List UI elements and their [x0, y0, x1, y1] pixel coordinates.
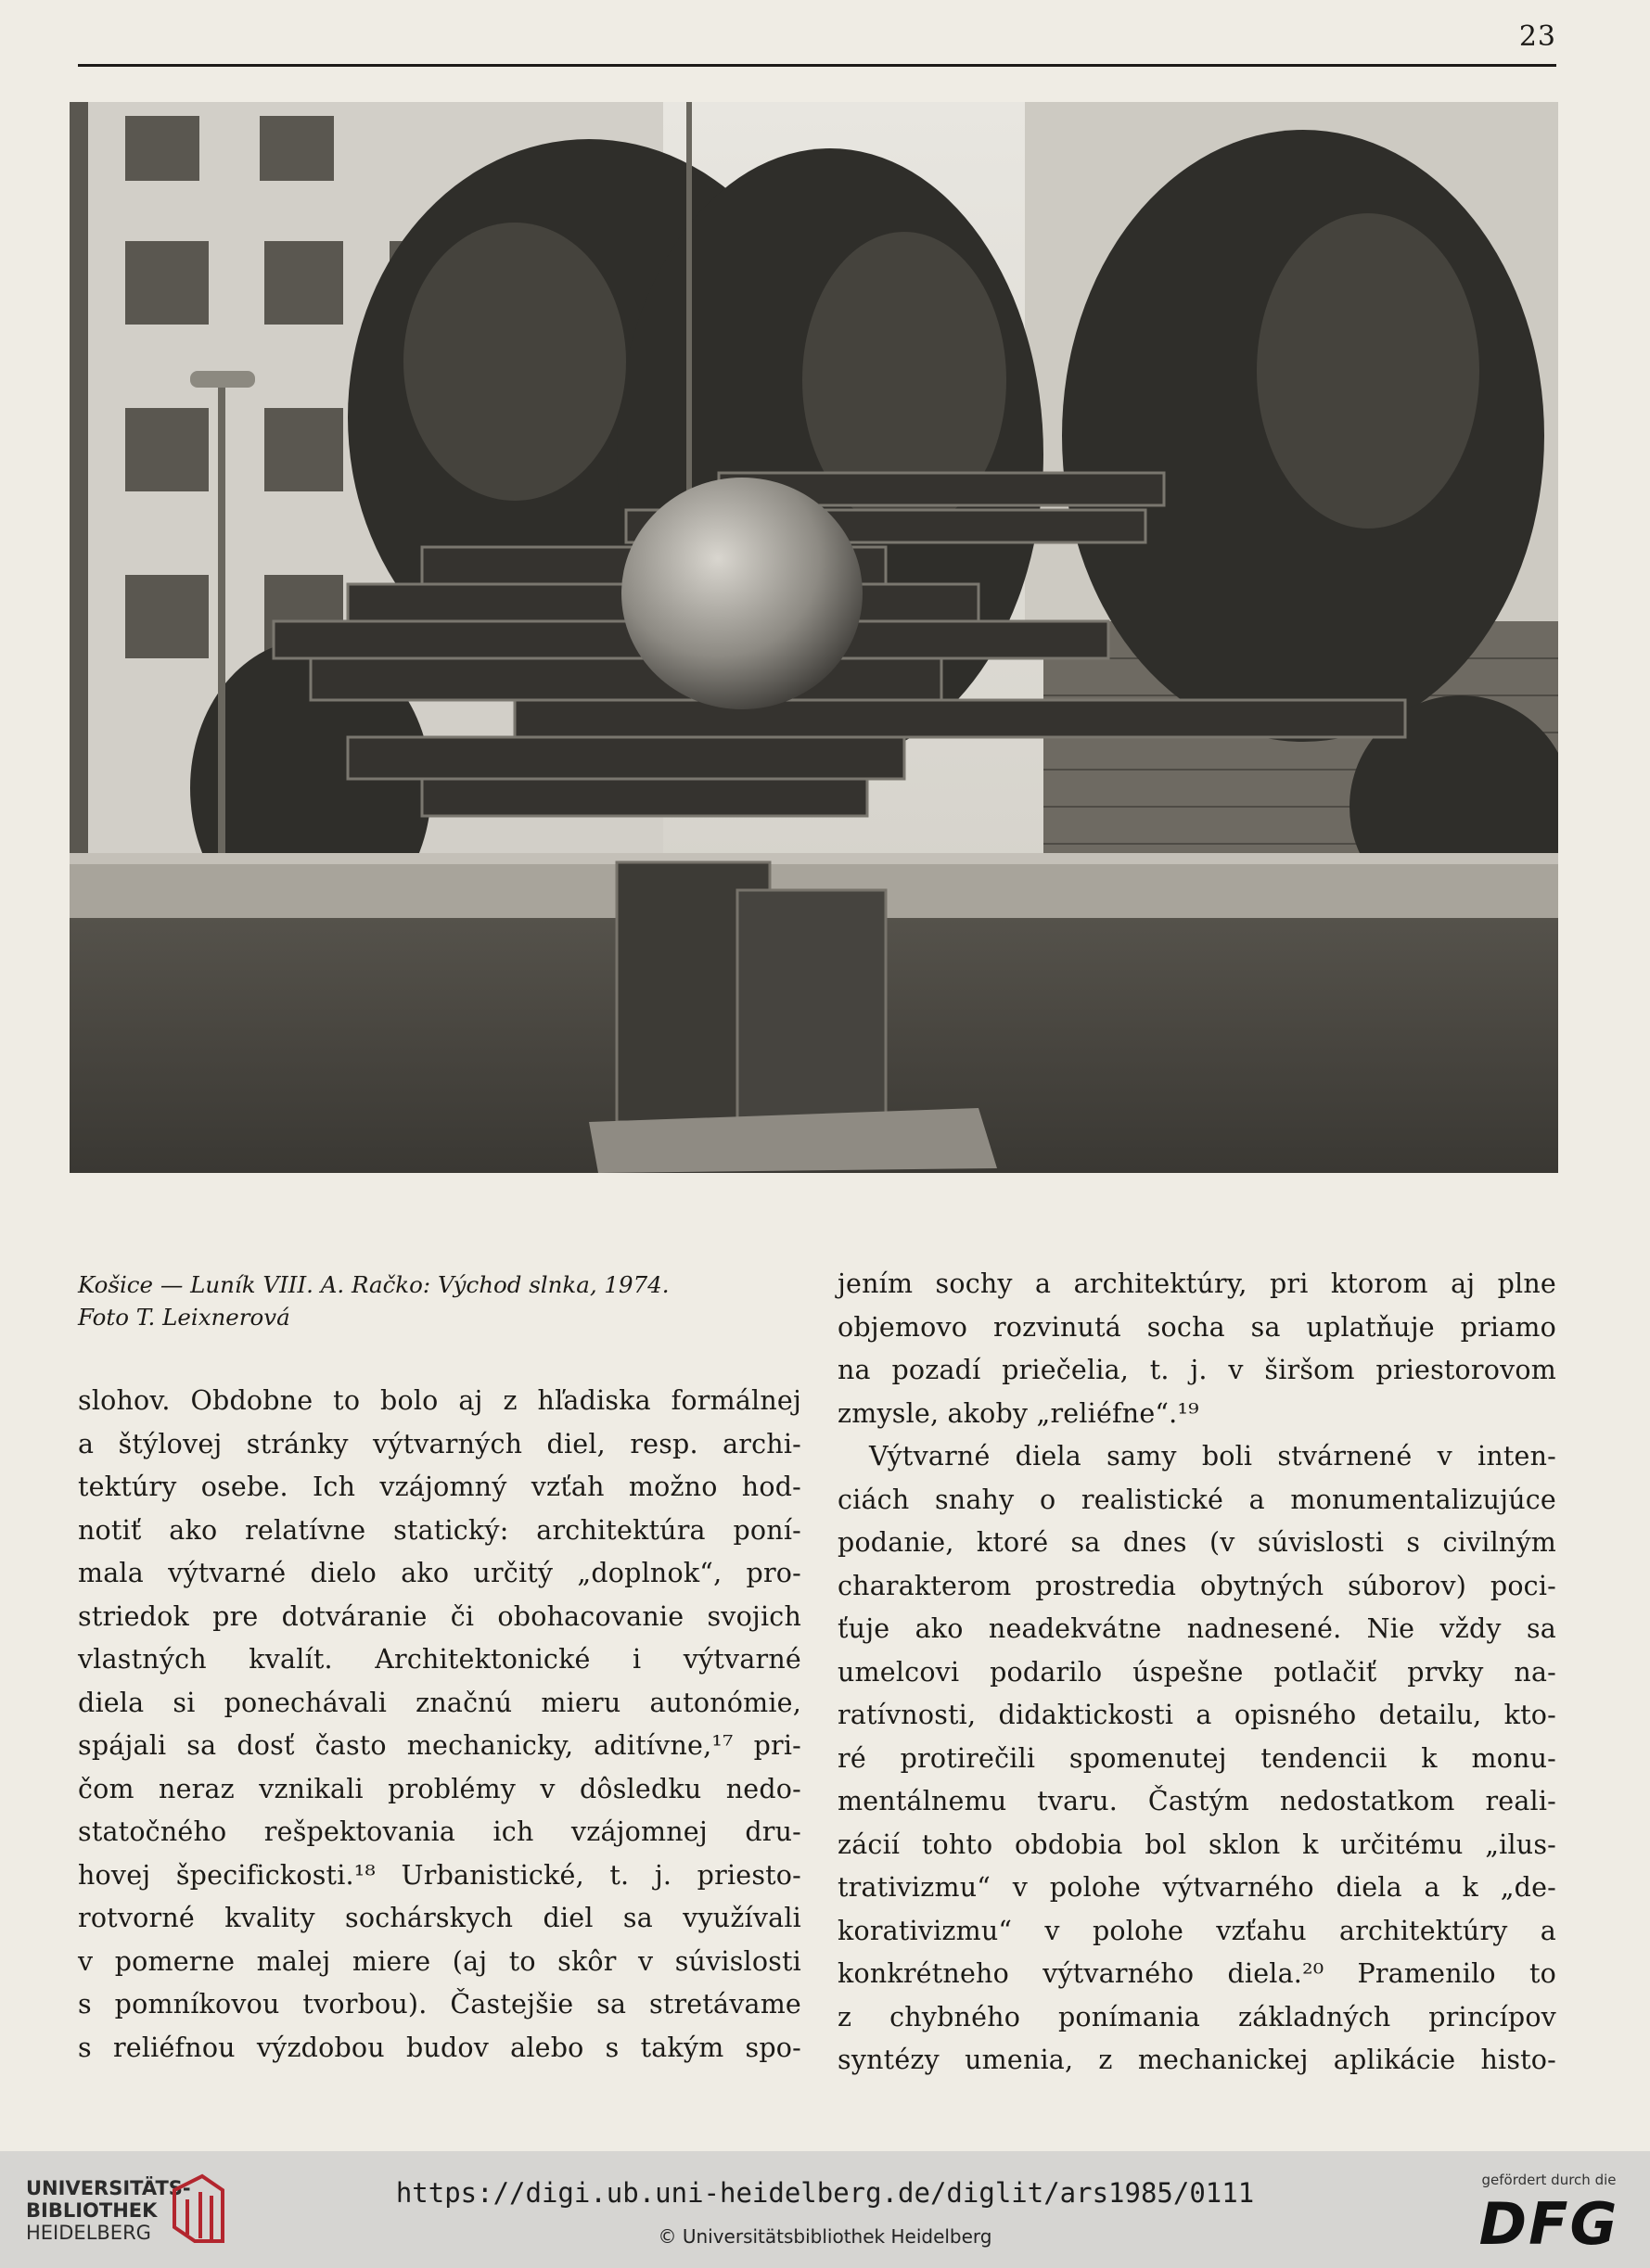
text-line: diela si ponechávali značnú mieru autonómie,: [78, 1687, 801, 1718]
text-line: rotvorné kvality sochárskych diel sa využívali: [78, 1903, 801, 1933]
text-line: ré protirečili spomenutej tendencii k monu-: [838, 1742, 1556, 1774]
text-line: trativizmu“ v polohe výtvarného diela a k „de-: [838, 1872, 1556, 1903]
text-line: s reliéfnou výzdobou budov alebo s takým spo-: [78, 2032, 801, 2063]
text-line: spájali sa dosť často mechanicky, aditívne,¹⁷ pri-: [78, 1730, 801, 1761]
text-line: konkrétneho výtvarného diela.²⁰ Pramenilo to: [838, 1958, 1556, 1989]
funder-label: gefördert durch die: [1481, 2172, 1617, 2188]
text-line: mala výtvarné dielo ako určitý „doplnok“, pro-: [78, 1558, 801, 1588]
copyright-notice: © Universitätsbibliothek Heidelberg: [658, 2225, 992, 2248]
text-line: hovej špecifickosti.¹⁸ Urbanistické, t. j. priesto-: [78, 1859, 801, 1891]
text-line: jením sochy a architektúry, pri ktorom aj plne: [838, 1268, 1556, 1299]
text-line: objemovo rozvinutá socha sa uplatňuje priamo: [838, 1311, 1556, 1343]
left-column: [78, 1380, 801, 2070]
document-url-link[interactable]: https://digi.ub.uni-heidelberg.de/diglit/ars1985/0111: [395, 2177, 1255, 2209]
page-number: 23: [1518, 20, 1556, 53]
library-name-line: HEIDELBERG: [26, 2222, 151, 2244]
text-line: korativizmu“ v polohe vzťahu architektúry a: [838, 1915, 1556, 1946]
library-name-line: UNIVERSITÄTS-: [26, 2177, 191, 2199]
text-line: Výtvarné diela samy boli stvárnené v inten-: [869, 1441, 1556, 1472]
text-line: mentálnemu tvaru. Častým nedostatkom reali-: [838, 1786, 1556, 1816]
text-line: z chybného ponímania základných princípov: [838, 2001, 1556, 2032]
photo-caption: [78, 1268, 801, 1333]
caption-line: Košice — Luník VIII. A. Račko: Východ slnka, 1974.: [78, 1271, 670, 1298]
text-line: ciách snahy o realistické a monumentalizujúce: [838, 1484, 1556, 1515]
text-line: zácií tohto obdobia bol sklon k určitému „ilus-: [838, 1828, 1556, 1860]
text-line: slohov. Obdobne to bolo aj z hľadiska formálnej: [78, 1385, 801, 1416]
dfg-logo[interactable]: DFG: [1478, 2190, 1619, 2258]
text-line: tektúry osebe. Ich vzájomný vzťah možno hod-: [78, 1472, 801, 1502]
library-name-line: BIBLIOTHEK: [26, 2199, 158, 2222]
text-line: striedok pre dotváranie či obohacovanie svojich: [78, 1600, 801, 1632]
text-line: na pozadí priečelia, t. j. v širšom priestorovom: [838, 1355, 1556, 1385]
text-line: syntézy umenia, z mechanickej aplikácie histo-: [838, 2045, 1556, 2075]
text-line: statočného rešpektovania ich vzájomnej dru-: [78, 1816, 801, 1847]
text-line: čom neraz vznikali problémy v dôsledku nedo-: [78, 1773, 801, 1804]
right-column: [838, 1263, 1556, 2083]
footer-bar: [0, 2151, 1650, 2268]
text-line: v pomerne malej miere (aj to skôr v súvislosti: [78, 1945, 801, 1977]
text-line: zmysle, akoby „reliéfne“.¹⁹: [838, 1397, 1199, 1429]
header-rule: [78, 64, 1556, 67]
caption-credit: Foto T. Leixnerová: [78, 1304, 290, 1331]
text-line: podanie, ktoré sa dnes (v súvislosti s civilným: [838, 1527, 1556, 1558]
text-line: umelcovi podarilo úspešne potlačiť prvky na-: [838, 1656, 1556, 1688]
text-line: a štýlovej stránky výtvarných diel, resp. archi-: [78, 1428, 801, 1459]
text-line: ťuje ako neadekvátne nadnesené. Nie vždy sa: [838, 1613, 1556, 1644]
text-line: notiť ako relatívne statický: architektúra poní-: [78, 1514, 801, 1546]
text-line: charakterom prostredia obytných súborov) poci-: [838, 1570, 1556, 1601]
text-line: ratívnosti, didaktickosti a opisného detailu, kto-: [838, 1700, 1556, 1730]
text-line: s pomníkovou tvorbou). Častejšie sa stretávame: [78, 1989, 801, 2020]
text-line: vlastných kvalít. Architektonické i výtvarné: [78, 1644, 801, 1675]
photograph-illustration: [70, 102, 1558, 1173]
sculpture-photograph: [70, 102, 1558, 1173]
